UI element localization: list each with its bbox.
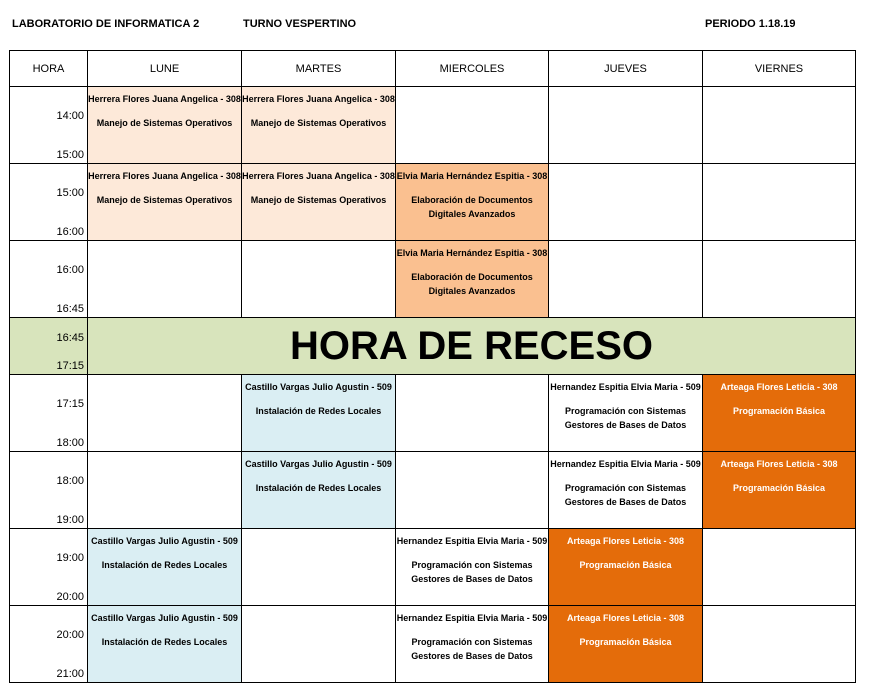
subject-name: Instalación de Redes Locales [101, 637, 228, 647]
subject-name: Manejo de Sistemas Operativos [250, 195, 387, 205]
slot-viernes [703, 87, 856, 164]
schedule-row [10, 529, 856, 606]
instructor-name: Arteaga Flores Leticia - 308 [566, 613, 685, 623]
instructor-name: Castillo Vargas Julio Agustin - 509 [91, 613, 238, 623]
slot-miercoles [396, 452, 549, 529]
recess-banner: HORA DE RECESO [88, 318, 856, 375]
end-time: 16:00 [56, 226, 84, 238]
subject-name: Programación con Sistemas Gestores de Bases de Datos [411, 637, 533, 661]
instructor-name: Herrera Flores Juana Angelica - 308 [88, 171, 241, 181]
instructor-name: Hernandez Espitia Elvia Maria - 509 [396, 613, 548, 623]
slot-lunes [88, 241, 242, 318]
slot-lunes [88, 164, 242, 241]
subject-name: Programación con Sistemas Gestores de Bases de Datos [564, 483, 687, 507]
column-header-hora: HORA [10, 51, 88, 87]
slot-miercoles [396, 375, 549, 452]
time-cell [10, 318, 88, 375]
subject-name: Programación Básica [732, 406, 826, 416]
start-time: 19:00 [56, 552, 84, 564]
instructor-name: Elvia Maria Hernández Espitia - 308 [396, 171, 548, 181]
subject-name: Instalación de Redes Locales [255, 483, 382, 493]
time-cell [10, 452, 88, 529]
start-time: 15:00 [56, 187, 84, 199]
subject-name: Programación con Sistemas Gestores de Bases de Datos [564, 406, 687, 430]
instructor-name: Castillo Vargas Julio Agustin - 509 [91, 536, 238, 546]
time-cell [10, 606, 88, 683]
schedule-table [9, 50, 856, 683]
slot-viernes [703, 164, 856, 241]
slot-viernes [703, 241, 856, 318]
instructor-name: Herrera Flores Juana Angelica - 308 [88, 94, 241, 104]
period-label: PERIODO 1.18.19 [705, 18, 796, 30]
instructor-name: Castillo Vargas Julio Agustin - 509 [245, 459, 392, 469]
schedule-row [10, 375, 856, 452]
subject-name: Programación con Sistemas Gestores de Bases de Datos [411, 560, 533, 584]
slot-lunes [88, 529, 242, 606]
slot-viernes [703, 529, 856, 606]
end-time: 19:00 [56, 514, 84, 526]
header-row [10, 51, 856, 87]
slot-jueves [549, 87, 703, 164]
slot-martes [242, 87, 396, 164]
instructor-name: Hernandez Espitia Elvia Maria - 509 [550, 382, 701, 392]
column-header-miercoles: MIERCOLES [396, 51, 549, 87]
end-time: 17:15 [56, 360, 84, 372]
subject-name: Programación Básica [732, 483, 826, 493]
slot-martes [242, 241, 396, 318]
instructor-name: Arteaga Flores Leticia - 308 [566, 536, 685, 546]
instructor-name: Arteaga Flores Leticia - 308 [720, 459, 838, 469]
end-time: 21:00 [56, 668, 84, 680]
schedule-row [10, 606, 856, 683]
column-header-martes: MARTES [242, 51, 396, 87]
start-time: 17:15 [56, 398, 84, 410]
recess-row [10, 318, 856, 375]
slot-martes [242, 529, 396, 606]
slot-martes [242, 452, 396, 529]
instructor-name: Herrera Flores Juana Angelica - 308 [242, 94, 395, 104]
column-header-jueves: JUEVES [549, 51, 703, 87]
subject-name: Elaboración de Documentos Digitales Avanzados [411, 195, 533, 219]
subject-name: Manejo de Sistemas Operativos [96, 118, 233, 128]
slot-martes [242, 606, 396, 683]
slot-martes [242, 375, 396, 452]
instructor-name: Hernandez Espitia Elvia Maria - 509 [550, 459, 701, 469]
end-time: 15:00 [56, 149, 84, 161]
instructor-name: Elvia Maria Hernández Espitia - 308 [396, 248, 548, 258]
slot-miercoles [396, 164, 549, 241]
start-time: 20:00 [56, 629, 84, 641]
instructor-name: Hernandez Espitia Elvia Maria - 509 [396, 536, 548, 546]
subject-name: Instalación de Redes Locales [101, 560, 228, 570]
subject-name: Elaboración de Documentos Digitales Avanzados [411, 272, 533, 296]
slot-jueves [549, 375, 703, 452]
end-time: 18:00 [56, 437, 84, 449]
time-cell [10, 529, 88, 606]
slot-viernes [703, 452, 856, 529]
time-cell [10, 241, 88, 318]
slot-miercoles [396, 241, 549, 318]
schedule-row [10, 241, 856, 318]
time-cell [10, 87, 88, 164]
time-cell [10, 375, 88, 452]
slot-lunes [88, 606, 242, 683]
slot-martes [242, 164, 396, 241]
subject-name: Manejo de Sistemas Operativos [96, 195, 233, 205]
start-time: 14:00 [56, 110, 84, 122]
slot-miercoles [396, 87, 549, 164]
slot-lunes [88, 87, 242, 164]
instructor-name: Arteaga Flores Leticia - 308 [720, 382, 838, 392]
start-time: 16:00 [56, 264, 84, 276]
schedule-row [10, 87, 856, 164]
subject-name: Programación Básica [579, 637, 672, 647]
slot-jueves [549, 241, 703, 318]
subject-name: Manejo de Sistemas Operativos [250, 118, 387, 128]
schedule-row [10, 452, 856, 529]
end-time: 20:00 [56, 591, 84, 603]
instructor-name: Herrera Flores Juana Angelica - 308 [242, 171, 395, 181]
instructor-name: Castillo Vargas Julio Agustin - 509 [245, 382, 392, 392]
schedule-row [10, 164, 856, 241]
subject-name: Programación Básica [579, 560, 672, 570]
slot-jueves [549, 452, 703, 529]
time-cell [10, 164, 88, 241]
slot-miercoles [396, 606, 549, 683]
column-header-lunes: LUNE [88, 51, 242, 87]
column-header-viernes: VIERNES [703, 51, 856, 87]
end-time: 16:45 [56, 303, 84, 315]
slot-lunes [88, 452, 242, 529]
shift-label: TURNO VESPERTINO [243, 18, 357, 30]
slot-jueves [549, 606, 703, 683]
subject-name: Instalación de Redes Locales [255, 406, 382, 416]
slot-miercoles [396, 529, 549, 606]
slot-viernes [703, 375, 856, 452]
slot-viernes [703, 606, 856, 683]
start-time: 16:45 [56, 332, 84, 344]
slot-jueves [549, 529, 703, 606]
slot-jueves [549, 164, 703, 241]
lab-title: LABORATORIO DE INFORMATICA 2 [12, 18, 200, 30]
slot-lunes [88, 375, 242, 452]
start-time: 18:00 [56, 475, 84, 487]
